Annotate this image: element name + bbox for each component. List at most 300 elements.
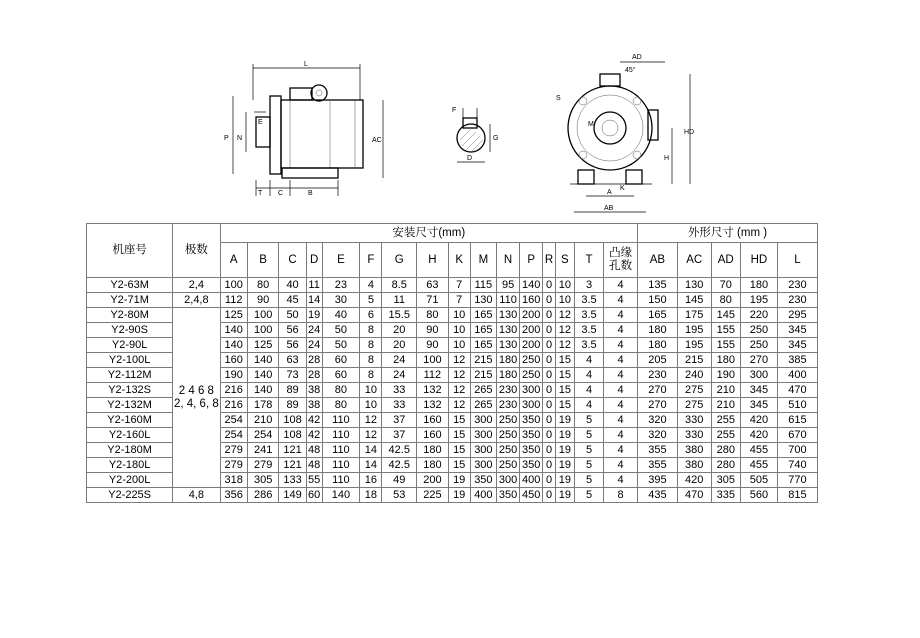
table-cell: 23 [322,278,360,293]
table-cell: 380 [677,443,711,458]
table-row [87,293,818,308]
table-cell: 305 [247,473,279,488]
shaft-section-drawing [452,107,498,162]
table-cell: 12 [448,398,470,413]
table-cell: 195 [740,293,777,308]
table-cell: 10 [448,323,470,338]
table-cell: 24 [382,353,417,368]
table-cell: 355 [637,458,677,473]
header-poles: 极数 [173,224,220,278]
table-cell: 3.5 [574,338,603,353]
header-install: 安装尺寸(mm) [220,224,637,243]
table-cell: 19 [555,473,574,488]
table-cell: 270 [637,383,677,398]
table-cell: 140 [520,278,543,293]
table-cell: 230 [497,383,520,398]
table-row [87,308,818,323]
table-cell: 4 [604,323,638,338]
poles-group-line2: 2, 4, 6, 8 [173,397,219,410]
table-cell: 265 [470,398,496,413]
motor-drawings [0,0,920,222]
table-cell: 165 [470,323,496,338]
table-cell: 50 [322,338,360,353]
col-ab: AB [637,243,677,278]
table-cell: 42.5 [382,458,417,473]
col-e: E [322,243,360,278]
table-cell: 15 [448,413,470,428]
table-cell: 8 [360,368,382,383]
table-cell: 12 [448,368,470,383]
table-cell: 0 [543,443,556,458]
table-cell: 15 [448,443,470,458]
table-cell: 180 [740,278,777,293]
cell-model: Y2-63M [87,278,173,293]
table-cell: 330 [677,413,711,428]
table-cell: 140 [247,353,279,368]
table-cell: 241 [247,443,279,458]
table-cell: 10 [360,398,382,413]
table-cell: 240 [677,368,711,383]
table-cell: 0 [543,398,556,413]
table-cell: 0 [543,368,556,383]
table-cell: 0 [543,293,556,308]
table-cell: 385 [777,353,817,368]
table-cell: 350 [520,428,543,443]
table-cell: 14 [360,443,382,458]
table-cell: 145 [711,308,740,323]
cell-model: Y2-225S [87,488,173,503]
table-cell: 12 [448,353,470,368]
table-cell: 3.5 [574,308,603,323]
table-cell: 700 [777,443,817,458]
table-cell: 50 [322,323,360,338]
table-cell: 6 [360,308,382,323]
table-cell: 195 [677,338,711,353]
table-cell: 10 [555,293,574,308]
table-cell: 80 [417,308,449,323]
table-cell: 350 [497,488,520,503]
label-E: E [258,119,263,126]
table-cell: 0 [543,413,556,428]
col-m: M [470,243,496,278]
table-cell: 5 [574,488,603,503]
cell-model: Y2-160M [87,413,173,428]
table-cell: 60 [322,368,360,383]
table-cell: 0 [543,323,556,338]
table-cell: 37 [382,413,417,428]
col-k: K [448,243,470,278]
table-cell: 155 [711,338,740,353]
col-r: R [543,243,556,278]
table-cell: 175 [677,308,711,323]
table-cell: 400 [520,473,543,488]
table-cell: 4 [574,353,603,368]
col-f: F [360,243,382,278]
table-cell: 0 [543,383,556,398]
table-cell: 320 [637,428,677,443]
table-cell: 190 [220,368,247,383]
table-cell: 0 [543,278,556,293]
table-cell: 140 [220,323,247,338]
label-N: N [237,135,243,142]
table-cell: 12 [360,413,382,428]
table-cell: 89 [279,398,306,413]
table-cell: 180 [497,368,520,383]
table-cell: 90 [247,293,279,308]
table-cell: 8 [360,353,382,368]
table-cell: 121 [279,458,306,473]
label-AC: AC [372,137,382,144]
cell-model: Y2-180M [87,443,173,458]
label-H: H [664,155,670,162]
table-cell: 180 [711,353,740,368]
table-cell: 195 [677,323,711,338]
table-cell: 4 [604,338,638,353]
table-cell: 280 [711,458,740,473]
table-cell: 33 [382,383,417,398]
table-cell: 455 [740,443,777,458]
table-cell: 5 [574,458,603,473]
table-cell: 356 [220,488,247,503]
cell-model: Y2-180L [87,458,173,473]
col-flange-holes [604,243,638,278]
table-cell: 250 [497,443,520,458]
table-cell: 15 [555,353,574,368]
table-cell: 100 [247,323,279,338]
table-cell: 275 [677,383,711,398]
table-cell: 254 [247,428,279,443]
table-cell: 19 [448,473,470,488]
table-cell: 250 [740,323,777,338]
cell-model: Y2-80M [87,308,173,323]
table-cell: 28 [307,369,321,381]
table-cell: 15 [448,458,470,473]
table-cell: 225 [417,488,449,503]
table-cell: 140 [247,368,279,383]
label-G: G [493,135,499,142]
table-cell: 160 [417,413,449,428]
table-cell: 19 [555,413,574,428]
label-P: P [224,135,229,142]
table-cell: 216 [220,398,247,413]
table-cell: 19 [307,309,321,321]
table-cell: 90 [417,323,449,338]
table-cell: 210 [711,383,740,398]
col-n: N [497,243,520,278]
label-A: A [607,189,612,196]
table-cell: 615 [777,413,817,428]
table-cell: 63 [417,278,449,293]
table-cell: 318 [220,473,247,488]
table-cell: 320 [637,413,677,428]
table-cell: 815 [777,488,817,503]
table-cell: 180 [637,323,677,338]
table-cell: 5 [574,413,603,428]
table-cell: 30 [322,293,360,308]
table-cell: 395 [637,473,677,488]
table-cell: 305 [711,473,740,488]
table-cell: 0 [543,338,556,353]
table-cell: 435 [637,488,677,503]
table-row [87,278,818,293]
table-cell: 300 [520,398,543,413]
table-cell: 50 [279,308,306,323]
table-cell: 300 [497,473,520,488]
col-ac: AC [677,243,711,278]
table-cell: 165 [637,308,677,323]
table-cell: 165 [470,338,496,353]
label-K: K [620,185,625,192]
table-row [87,488,818,503]
motor-dimension-table [86,223,818,503]
label-C: C [278,190,284,197]
table-cell: 355 [637,443,677,458]
table-cell: 270 [740,353,777,368]
table-cell: 180 [417,458,449,473]
table-cell: 230 [777,278,817,293]
table-cell: 130 [497,338,520,353]
cell-poles: 2,4 [173,278,220,293]
table-cell: 100 [247,308,279,323]
table-cell: 670 [777,428,817,443]
cell-model: Y2-160L [87,428,173,443]
table-cell: 73 [279,368,306,383]
table-cell: 130 [497,323,520,338]
table-cell: 80 [711,293,740,308]
col-hd: HD [740,243,777,278]
table-cell: 420 [740,428,777,443]
cell-model: Y2-132M [87,398,173,413]
table-cell: 10 [555,278,574,293]
table-cell: 254 [220,413,247,428]
table-cell: 10 [448,338,470,353]
table-cell: 42 [307,414,321,426]
table-cell: 300 [470,428,496,443]
col-g: G [382,243,417,278]
table-cell: 108 [279,428,306,443]
table-cell: 20 [382,323,417,338]
table-cell: 350 [520,443,543,458]
table-cell: 135 [637,278,677,293]
table-cell: 180 [417,443,449,458]
table-cell: 4 [574,398,603,413]
table-cell: 200 [417,473,449,488]
table-cell: 3.5 [574,293,603,308]
table-cell: 470 [777,383,817,398]
table-cell: 112 [220,293,247,308]
table-cell: 510 [777,398,817,413]
table-cell: 10 [360,383,382,398]
table-cell: 216 [220,383,247,398]
col-a: A [220,243,247,278]
table-cell: 400 [470,488,496,503]
table-cell: 300 [470,458,496,473]
table-cell: 4 [604,368,638,383]
cell-model: Y2-90L [87,338,173,353]
table-cell: 145 [677,293,711,308]
col-d: D [306,243,322,278]
table-cell: 350 [470,473,496,488]
table-cell: 100 [417,353,449,368]
cell-model: Y2-100L [87,353,173,368]
table-cell: 330 [677,428,711,443]
table-cell: 220 [740,308,777,323]
table-cell: 60 [307,489,321,501]
table-cell: 350 [520,413,543,428]
table-cell: 38 [307,384,321,396]
cell-poles: 4,8 [173,488,220,503]
table-cell: 455 [740,458,777,473]
table-cell: 115 [470,278,496,293]
table-cell: 0 [543,473,556,488]
col-t: T [574,243,603,278]
table-cell: 12 [555,323,574,338]
table-cell: 24 [382,368,417,383]
table-cell: 24 [307,324,321,336]
table-cell: 345 [777,323,817,338]
table-cell: 180 [637,338,677,353]
table-cell: 180 [497,353,520,368]
col-s: S [555,243,574,278]
table-cell: 450 [520,488,543,503]
table-cell: 33 [382,398,417,413]
table-cell: 160 [520,293,543,308]
table-cell: 40 [322,308,360,323]
table-cell: 108 [279,413,306,428]
table-cell: 178 [247,398,279,413]
table-cell: 254 [220,428,247,443]
table-cell: 14 [360,458,382,473]
table-cell: 0 [543,353,556,368]
table-cell: 19 [555,488,574,503]
table-cell: 121 [279,443,306,458]
label-D: D [467,155,473,162]
table-cell: 280 [711,443,740,458]
label-T: T [258,190,263,197]
col-ad: AD [711,243,740,278]
cell-poles: 2,4,8 [173,293,220,308]
table-cell: 165 [470,308,496,323]
label-M: M [588,121,594,128]
table-cell: 18 [360,488,382,503]
table-cell: 5 [574,473,603,488]
table-cell: 5 [574,428,603,443]
table-cell: 42 [307,429,321,441]
table-cell: 60 [322,353,360,368]
table-cell: 215 [677,353,711,368]
col-h: H [417,243,449,278]
label-L: L [304,61,308,68]
table-cell: 230 [777,293,817,308]
table-cell: 215 [470,368,496,383]
col-p: P [520,243,543,278]
table-cell: 4 [574,383,603,398]
table-cell: 350 [520,458,543,473]
table-cell: 286 [247,488,279,503]
table-cell: 265 [470,383,496,398]
table-cell: 5 [574,443,603,458]
table-cell: 80 [322,398,360,413]
table-cell: 160 [220,353,247,368]
table-cell: 48 [307,459,321,471]
table-cell: 400 [777,368,817,383]
table-cell: 90 [417,338,449,353]
table-cell: 0 [543,308,556,323]
label-HD: HD [684,129,695,136]
table-cell: 300 [470,443,496,458]
table-cell: 345 [740,398,777,413]
table-cell: 270 [637,398,677,413]
table-cell: 4 [604,308,638,323]
table-cell: 8 [604,488,638,503]
table-cell: 279 [220,458,247,473]
table-cell: 110 [497,293,520,308]
header-row-1 [87,224,818,243]
table-cell: 4 [604,353,638,368]
table-cell: 155 [711,323,740,338]
table-cell: 0 [543,428,556,443]
table-cell: 230 [637,368,677,383]
flange-holes-line1: 凸缘 [609,247,633,259]
table-cell: 7 [448,293,470,308]
table-cell: 110 [322,428,360,443]
table-cell: 16 [360,473,382,488]
table-cell: 132 [417,383,449,398]
table-cell: 149 [279,488,306,503]
table-cell: 80 [247,278,279,293]
cell-model: Y2-71M [87,293,173,308]
label-AD: AD [632,54,642,61]
table-cell: 210 [711,398,740,413]
table-cell: 470 [677,488,711,503]
table-cell: 4 [604,443,638,458]
table-cell: 70 [711,278,740,293]
table-cell: 11 [382,293,417,308]
table-cell: 250 [497,458,520,473]
table-cell: 380 [677,458,711,473]
table-cell: 11 [306,278,322,293]
header-model: 机座号 [87,224,173,278]
table-cell: 275 [677,398,711,413]
table-cell: 15 [448,428,470,443]
table-cell: 150 [637,293,677,308]
table-cell: 300 [740,368,777,383]
table-cell: 190 [711,368,740,383]
table-cell: 12 [448,383,470,398]
table-cell: 4 [604,293,638,308]
table-cell: 4 [604,428,638,443]
table-cell: 250 [520,368,543,383]
table-cell: 160 [417,428,449,443]
table-cell: 24 [307,339,321,351]
table-cell: 300 [470,413,496,428]
table-cell: 740 [777,458,817,473]
table-cell: 8 [360,338,382,353]
table-cell: 10 [448,308,470,323]
table-cell: 110 [322,473,360,488]
table-cell: 230 [497,398,520,413]
label-S: S [556,95,561,102]
table-cell: 8 [360,323,382,338]
table-cell: 95 [497,278,520,293]
table-cell: 4 [604,398,638,413]
header-outline: 外形尺寸 (mm ) [637,224,817,243]
table-cell: 420 [740,413,777,428]
cell-model: Y2-200L [87,473,173,488]
table-cell: 112 [417,368,449,383]
table-cell: 133 [279,473,306,488]
table-cell: 255 [711,428,740,443]
